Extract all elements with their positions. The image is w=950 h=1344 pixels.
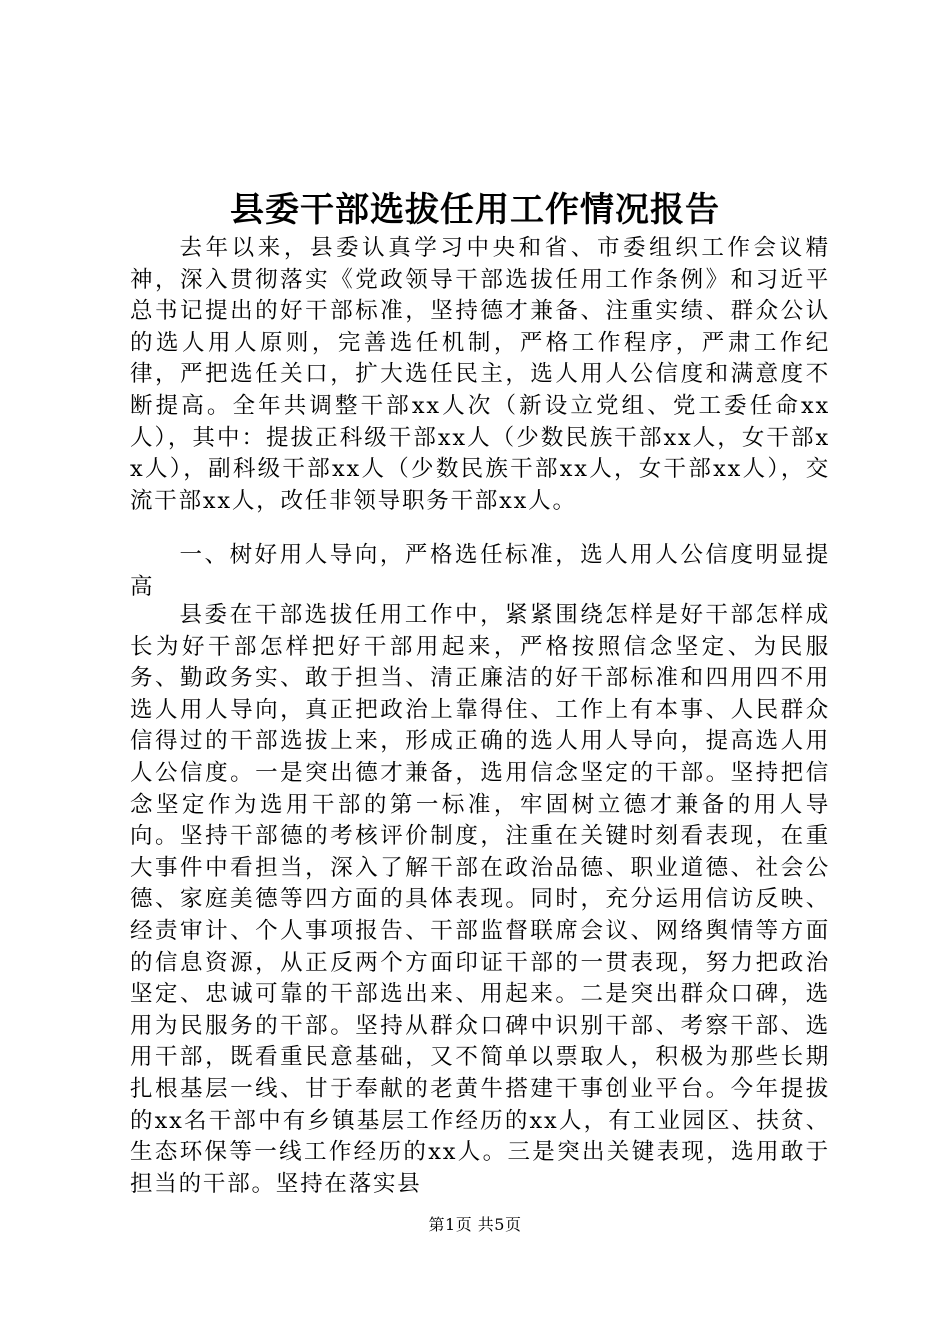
section-1-body-paragraph: 县委在干部选拔任用工作中，紧紧围绕怎样是好干部怎样成长为好干部怎样把好干部用起来，严格按照信念坚定、为民服务、勤政务实、敢于担当、清正廉洁的好干部标准和四用四不用选人用人导向，真正把政治上靠得住、工作上有本事、人民群众信得过的干部选拔上来，形成正确的选人用人导向，提高选人用人公信度。一是突出德才兼备，选用信念坚定的干部。坚持把信念坚定作为选用干部的第一标准，牢固树立德才兼备的用人导向。坚持干部德的考核评价制度，注重在关键时刻看表现，在重大事件中看担当，深入了解干部在政治品德、职业道德、社会公德、家庭美德等四方面的具体表现。同时，充分运用信访反映、经责审计、个人事项报告、干部监督联席会议、网络舆情等方面的信息资源，从正反两个方面印证干部的一贯表现，努力把政治坚定、忠诚可靠的干部选出来、用起来。二是突出群众口碑，选用为民服务的干部。坚持从群众口碑中识别干部、考察干部、选用干部，既看重民意基础，又不简单以票取人，积极为那些长期扎根基层一线、甘于奉献的老黄牛搭建干事创业平台。今年提拔的xx名干部中有乡镇基层工作经历的xx人，有工业园区、扶贫、生态环保等一线工作经历的xx人。三是突出关键表现，选用敢于担当的干部。坚持在落实县 <box>130 602 830 1197</box>
document-title: 县委干部选拔任用工作情况报告 <box>230 190 720 230</box>
section-heading-1: 一、树好用人导向，严格选任标准，选人用人公信度明显提高 <box>130 542 830 600</box>
intro-paragraph: 去年以来，县委认真学习中央和省、市委组织工作会议精神，深入贯彻落实《党政领导干部选拔任用工作条例》和习近平总书记提出的好干部标准，坚持德才兼备、注重实绩、群众公认的选人用人原则，完善选任机制，严格工作程序，严肃工作纪律，严把选任关口，扩大选任民主，选人用人公信度和满意度不断提高。全年共调整干部xx人次（新设立党组、党工委任命xx人），其中：提拔正科级干部xx人（少数民族干部xx人，女干部xx人），副科级干部xx人（少数民族干部xx人，女干部xx人），交流干部xx人，改任非领导职务干部xx人。 <box>130 235 830 514</box>
page-number-footer: 第1页 共5页 <box>428 1215 522 1234</box>
